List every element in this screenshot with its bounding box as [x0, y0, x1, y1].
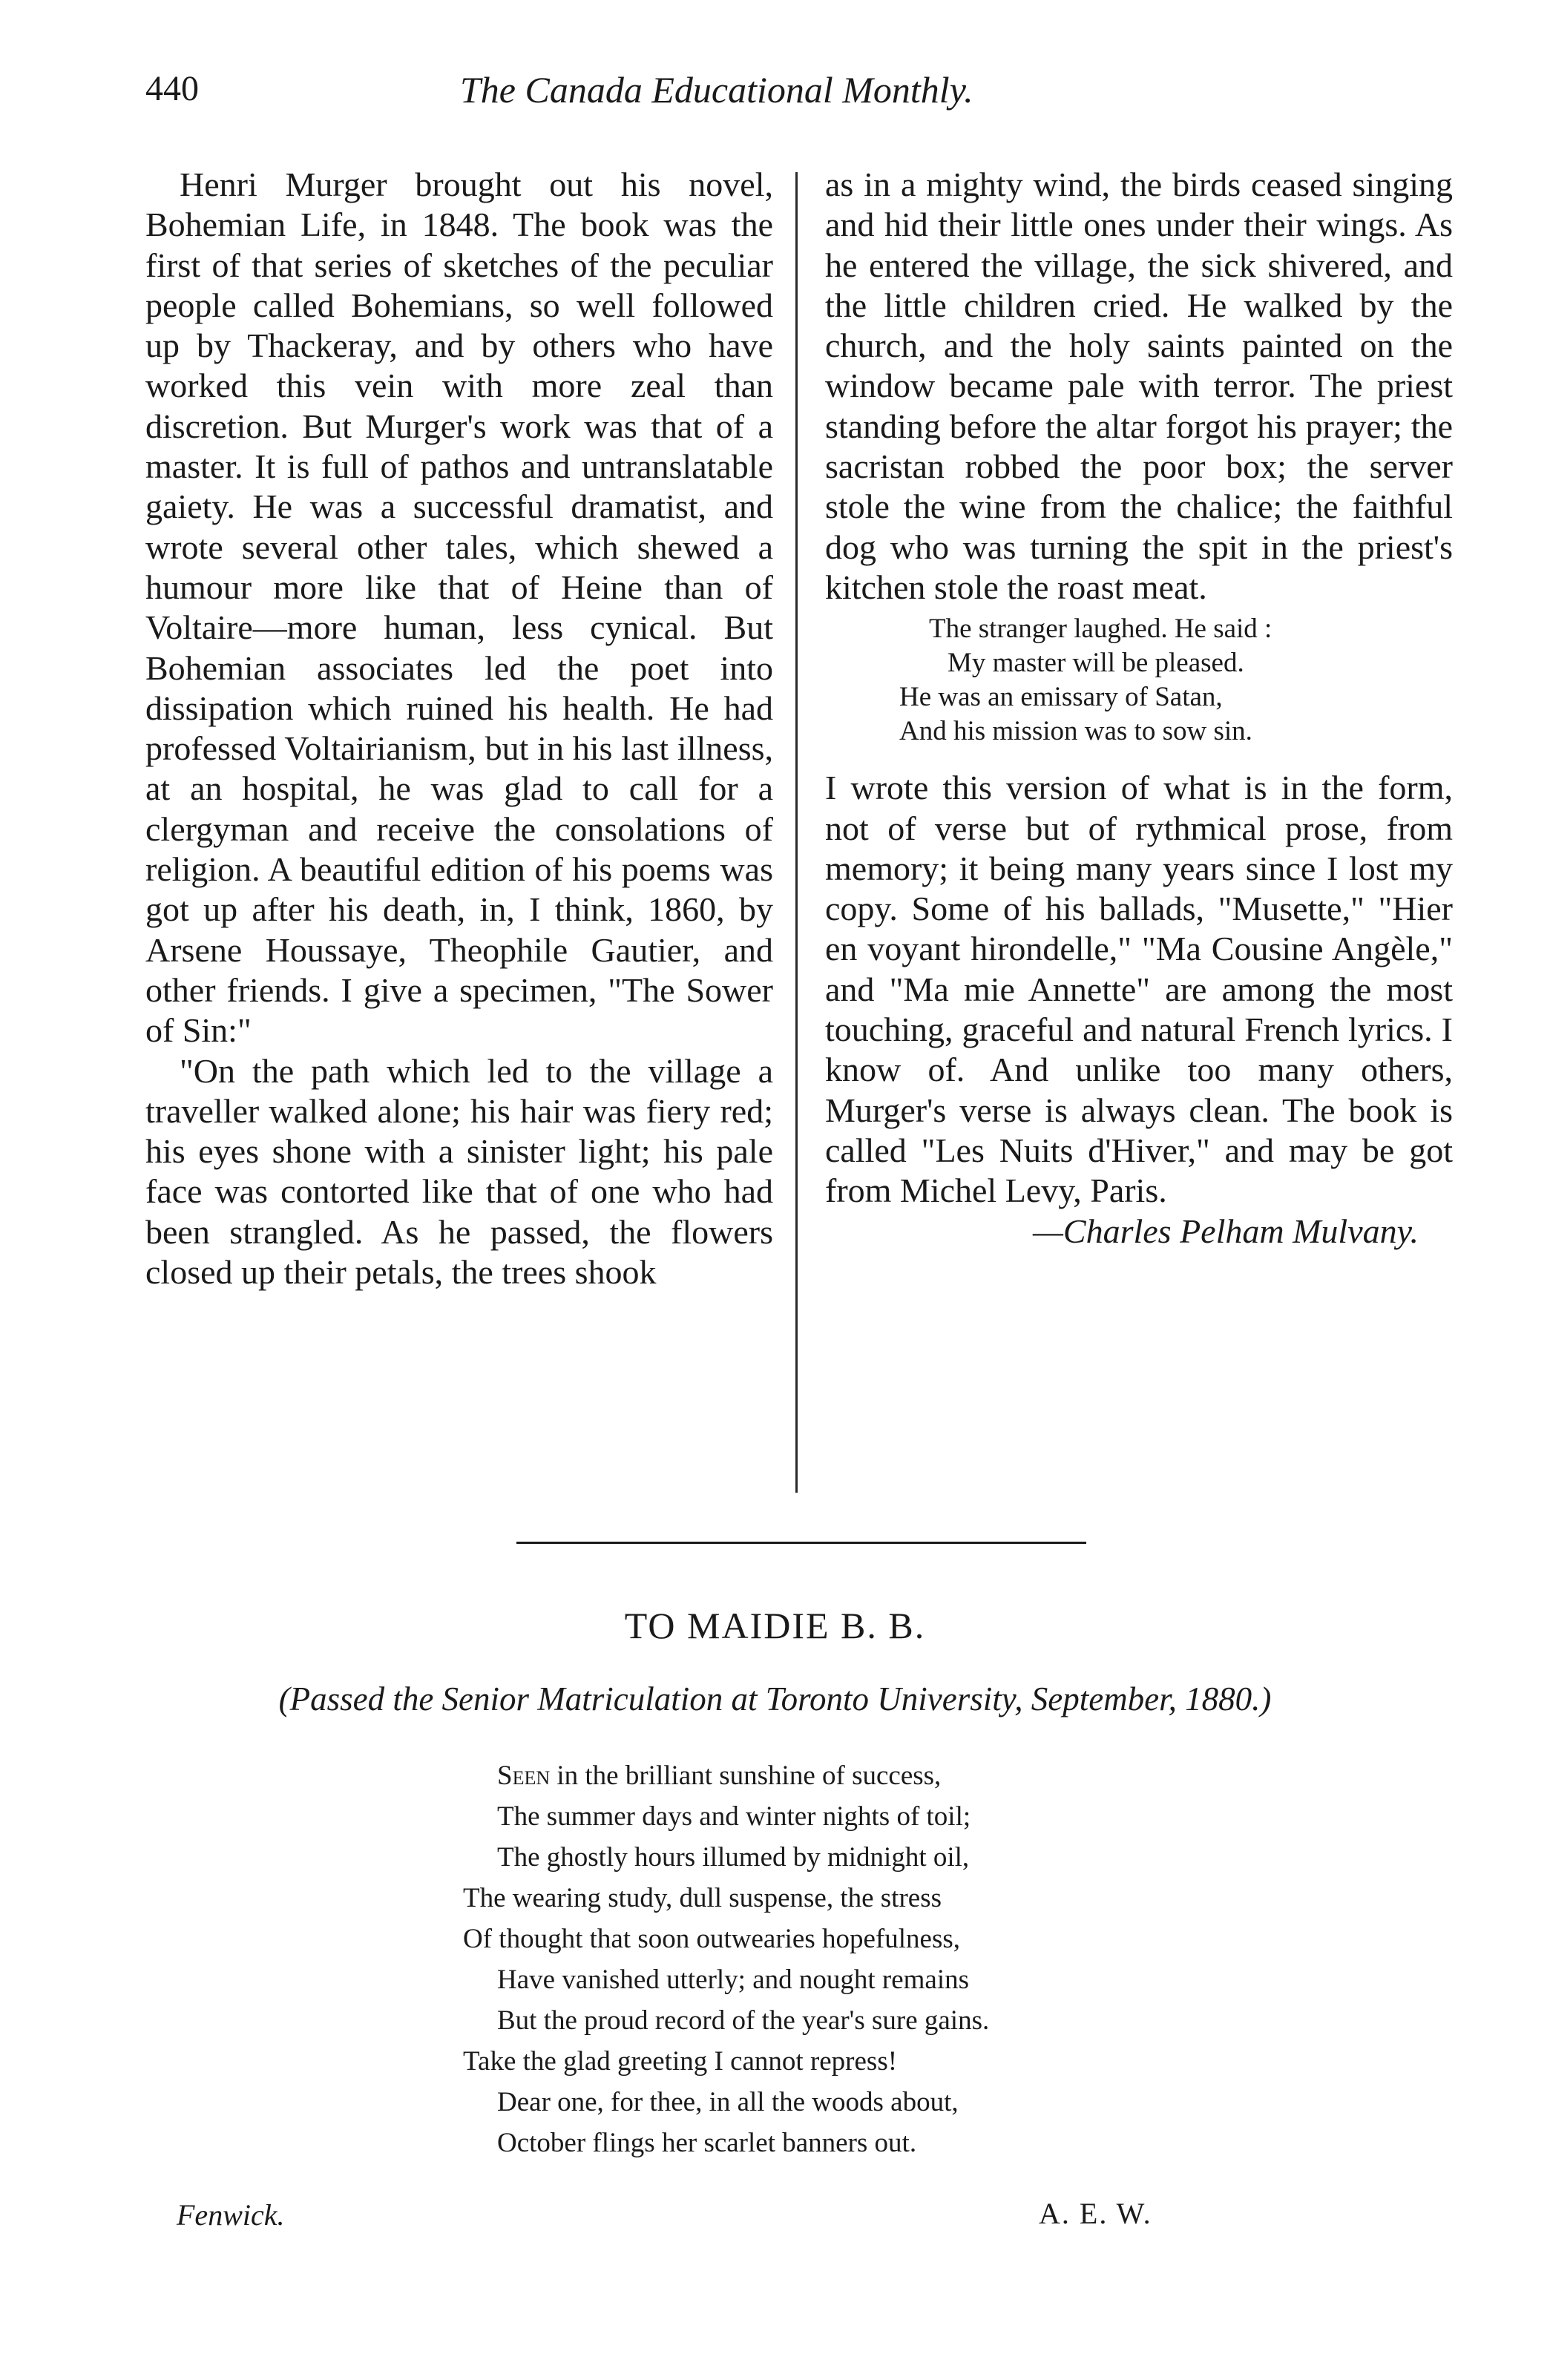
poem-body	[463, 1755, 989, 2163]
page-number: 440	[145, 69, 199, 108]
poem-author-initials: A. E. W.	[1039, 2197, 1152, 2230]
poem-line: But the proud record of the year's sure gains.	[497, 2005, 990, 2036]
verse-line: He was an emissary of Satan,	[899, 682, 1223, 713]
poem-line: Take the glad greeting I cannot repress!	[463, 2046, 898, 2077]
section-divider	[516, 1542, 1086, 1544]
right-column	[825, 165, 1453, 1252]
poem-line: The summer days and winter nights of toil;	[497, 1801, 971, 1832]
verse-line: My master will be pleased.	[948, 648, 1244, 679]
column-divider	[795, 172, 798, 1493]
poem-line: October flings her scarlet banners out.	[497, 2128, 917, 2158]
poem-line: Have vanished utterly; and nought remains	[497, 1965, 970, 1995]
verse-line: And his mission was to sow sin.	[899, 716, 1252, 747]
poem-first-word: Seen	[497, 1761, 551, 1791]
poem-line: The ghostly hours illumed by midnight oil,	[497, 1842, 970, 1873]
author-signature: —Charles Pelham Mulvany.	[1033, 1212, 1419, 1250]
poem-line: Dear one, for thee, in all the woods about,	[497, 2087, 959, 2117]
poem-line: The wearing study, dull suspense, the stress	[463, 1883, 942, 1913]
verse-quote	[825, 612, 1453, 749]
poem-title: TO MAIDIE B. B.	[624, 1605, 926, 1646]
left-paragraph-2: "On the path which led to the village a traveller walked alone; his hair was fiery red; his eyes shone with a sinister light; his pale face was contorted like that of one who had been strangled. As he passed, the flowers closed up their petals, the trees shook	[145, 1051, 773, 1292]
poem-line	[463, 1755, 989, 1796]
left-paragraph-1: Henri Murger brought out his novel, Bohemian Life, in 1848. The book was the first of that series of sketches of the peculiar people called Bohemians, so well followed up by Thackeray, and by others who have worked this vein with more zeal than discretion. But Murger's work was that of a master. It is full of pathos and untranslatable gaiety. He was a successful dramatist, and wrote several other tales, which shewed a humour more like that of Heine than of Voltaire—more human, less cynical. But Bohemian associates led the poet into dissipation which ruined his health. He had professed Voltairianism, but in his last illness, at an hospital, he was glad to call for a clergyman and receive the consolations of religion. A beautiful edition of his poems was got up after his death, in, I think, 1860, by Arsene Houssaye, Theophile Gautier, and other friends. I give a specimen, "The Sower of Sin:"	[145, 165, 773, 1050]
verse-line: The stranger laughed. He said :	[929, 614, 1272, 645]
right-paragraph-1: as in a mighty wind, the birds ceased singing and hid their little ones under their wings. As he entered the village, the sick shivered, and the little children cried. He walked by the church, and the holy saints painted on the window became pale with terror. The priest standing before the altar forgot his prayer; the sacristan robbed the poor box; the server stole the wine from the chalice; the faithful dog who was turning the spit in the priest's kitchen stole the roast meat.	[825, 165, 1453, 606]
running-title: The Canada Educational Monthly.	[460, 69, 973, 111]
right-paragraph-2: I wrote this version of what is in the form, not of verse but of rythmical prose, from memory; it being many years since I lost my copy. Some of his ballads, "Musette," "Hier en voyant hirondelle," "Ma Cousine Angèle," and "Ma mie Annette" are among the most touching, graceful and natural French lyrics. I know of. And unlike too many others, Murger's verse is always clean. The book is called "Les Nuits d'Hiver," and may be got from Michel Levy, Paris.	[825, 769, 1453, 1210]
poem-first-line-rest: in the brilliant sunshine of success,	[550, 1761, 942, 1791]
poem-line: Of thought that soon outwearies hopefulness,	[463, 1924, 960, 1954]
poem-place: Fenwick.	[177, 2198, 285, 2232]
left-column	[145, 165, 773, 1292]
poem-subtitle: (Passed the Senior Matriculation at Toronto University, September, 1880.)	[278, 1680, 1272, 1717]
